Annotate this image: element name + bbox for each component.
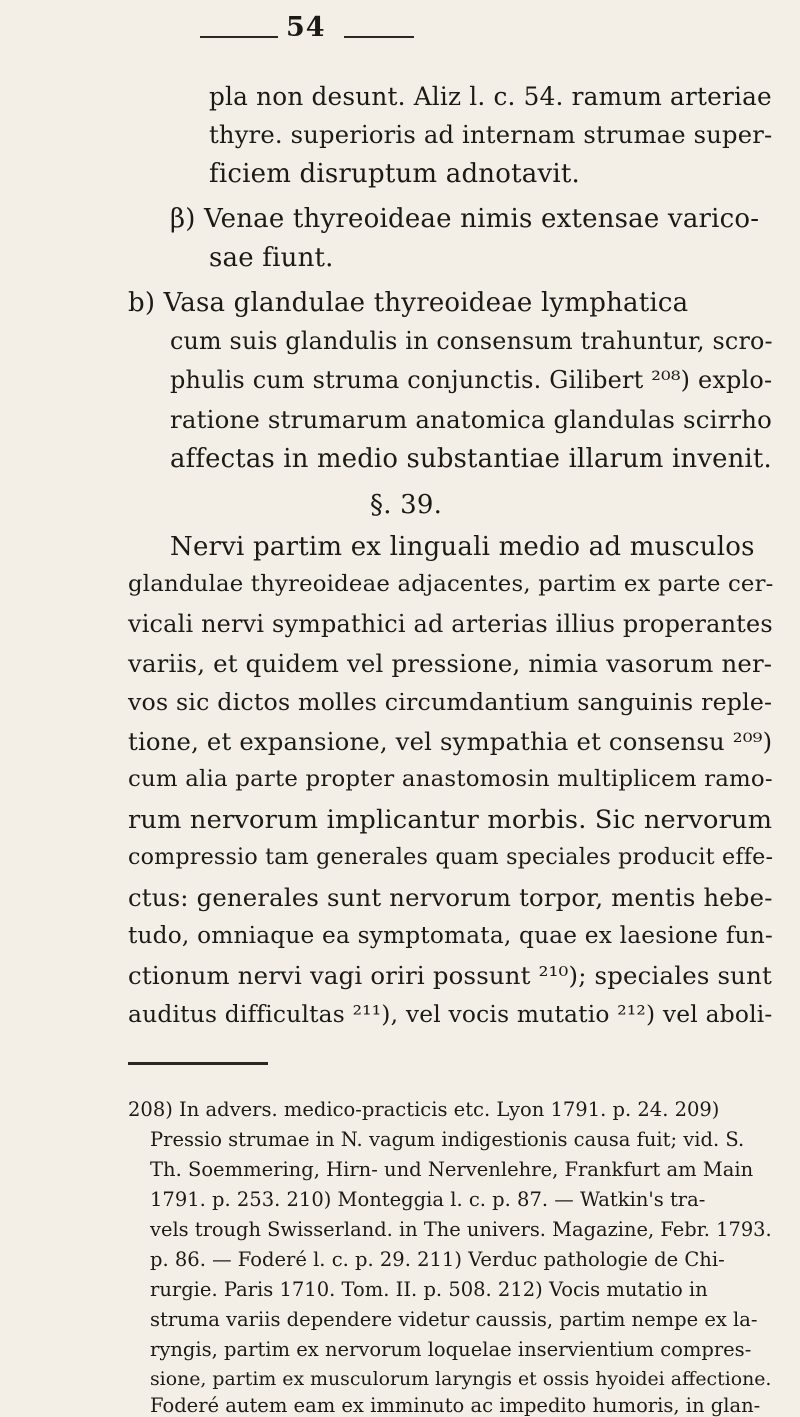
text-line: ctionum nervi vagi oriri possunt ²¹⁰); speciales sunt <box>128 961 772 990</box>
text-line: ctus: generales sunt nervorum torpor, mentis hebe- <box>128 883 773 912</box>
text-line: thyre. superioris ad internam strumae super- <box>209 121 773 149</box>
text-line: ficiem disruptum adnotavit. <box>209 159 580 189</box>
footnote-line: 1791. p. 253. 210) Monteggia l. c. p. 87. — Watkin's tra- <box>150 1188 706 1211</box>
text-line: cum suis glandulis in consensum trahuntur, scro- <box>170 327 773 355</box>
text-line: cum alia parte propter anastomosin multiplicem ramo- <box>128 766 773 792</box>
header-rule-left <box>200 36 278 38</box>
text-line: phulis cum struma conjunctis. Gilibert ²⁰⁸) explo- <box>170 366 773 394</box>
footnote-line: p. 86. — Foderé l. c. p. 29. 211) Verduc pathologie de Chi- <box>150 1248 725 1271</box>
text-line: glandulae thyreoideae adjacentes, partim ex parte cer- <box>128 571 774 597</box>
text-line: sae fiunt. <box>209 243 334 273</box>
footnote-line: struma variis dependere videtur caussis, partim nempe ex la- <box>150 1308 758 1331</box>
footnote-line: sione, partim ex musculorum laryngis et ossis hyoidei affectione. <box>150 1368 772 1390</box>
footnote-rule <box>128 1062 268 1065</box>
text-line: Nervi partim ex linguali medio ad musculos <box>170 532 755 562</box>
text-line: pla non desunt. Aliz l. c. 54. ramum arteriae <box>209 82 772 111</box>
text-line: vos sic dictos molles circumdantium sanguinis reple- <box>128 688 773 716</box>
page-number: 54 <box>286 12 326 43</box>
footnote-line: vels trough Swisserland. in The univers. Magazine, Febr. 1793. <box>150 1218 772 1241</box>
footnote-line: Pressio strumae in N. vagum indigestionis causa fuit; vid. S. <box>150 1128 745 1151</box>
text-line: vicali nervi sympathici ad arterias illius properantes <box>128 610 773 638</box>
text-line: auditus difficultas ²¹¹), vel vocis mutatio ²¹²) vel aboli- <box>128 1000 773 1028</box>
footnote-line: 208) In advers. medico-practicis etc. Lyon 1791. p. 24. 209) <box>128 1098 720 1121</box>
text-line: affectas in medio substantiae illarum invenit. <box>170 444 772 474</box>
footnote-line: rurgie. Paris 1710. Tom. II. p. 508. 212) Vocis mutatio in <box>150 1278 708 1301</box>
footnote-line: ryngis, partim ex nervorum loquelae inservientium compres- <box>150 1338 752 1361</box>
section-heading: §. 39. <box>370 490 443 520</box>
text-line: compressio tam generales quam speciales producit effe- <box>128 844 774 870</box>
text-line: ratione strumarum anatomica glandulas scirrho <box>170 405 773 434</box>
text-line: tione, et expansione, vel sympathia et consensu ²⁰⁹) <box>128 727 773 756</box>
text-line: variis, et quidem vel pressione, nimia vasorum ner- <box>128 649 773 678</box>
text-line: β) Venae thyreoideae nimis extensae varico- <box>170 204 760 234</box>
footnote-line: Foderé autem eam ex imminuto ac impedito humoris, in glan- <box>150 1394 761 1417</box>
text-line: tudo, omniaque ea symptomata, quae ex laesione fun- <box>128 922 773 949</box>
footnote-line: Th. Soemmering, Hirn- und Nervenlehre, Frankfurt am Main <box>150 1158 754 1181</box>
header-rule-right <box>344 36 414 38</box>
page-header <box>0 12 800 52</box>
text-line: rum nervorum implicantur morbis. Sic nervorum <box>128 805 773 835</box>
text-line: b) Vasa glandulae thyreoideae lymphatica <box>128 288 689 318</box>
